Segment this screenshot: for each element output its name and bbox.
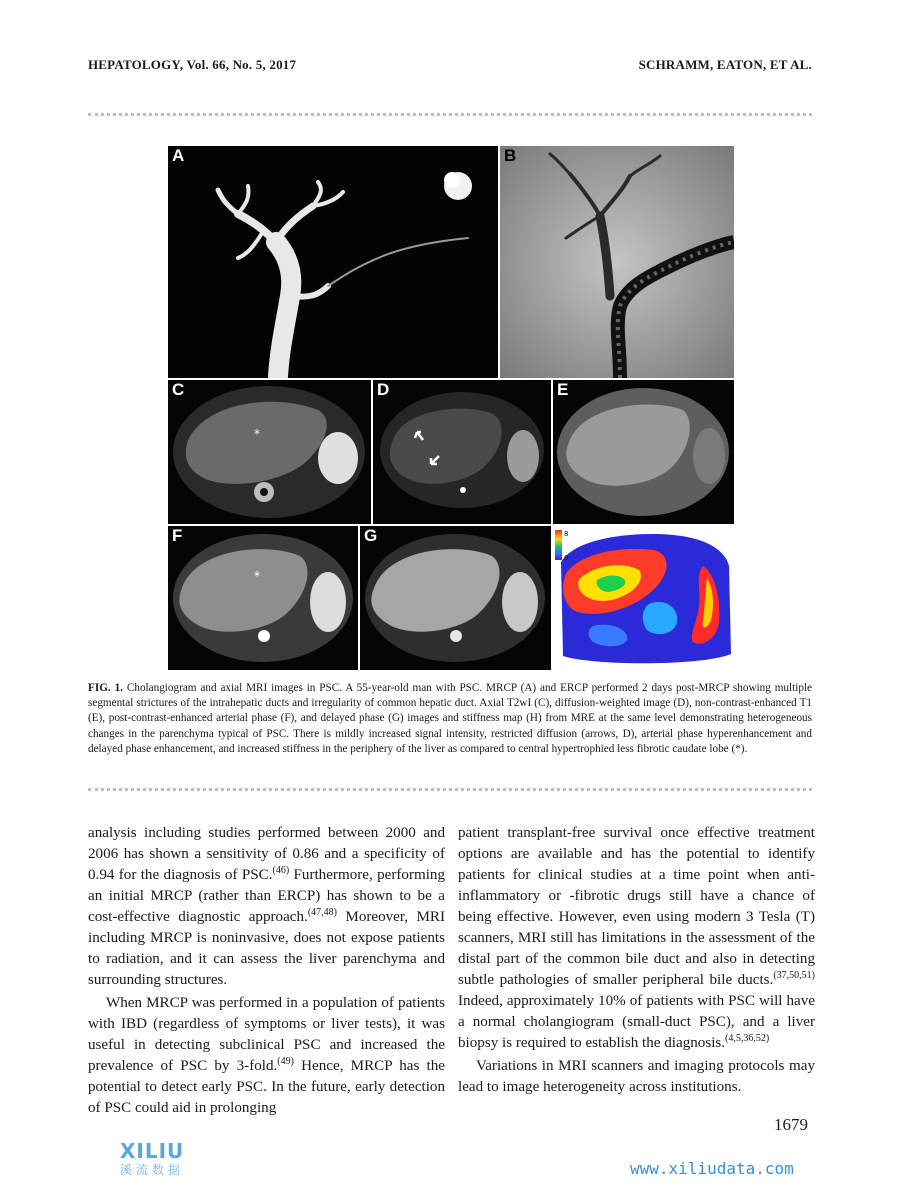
text-run: analysis including studies performed between 2000 and 2006 has shown a sensitivity of 0.86 and a specificity of 0.94 for the diagnosis of PSC. [88,825,445,883]
text-run: Indeed, approximately 10% of patients with PSC will have a normal cholangiogram (small-duct PSC), and a liver biopsy is required to establish the diagnosis. [458,993,815,1051]
citation: (46) [272,864,290,876]
t1-image [553,380,734,524]
svg-text:*: * [254,427,260,441]
body-column-left [88,823,445,1119]
text-run: Hence, MRCP has the potential to detect early PSC. In the future, early detection of PSC could aid in prolonging [88,1058,445,1116]
page-number: 1679 [774,1115,808,1134]
panel-b-ercp [500,146,734,378]
panel-label-h: H [569,526,582,545]
paragraph: Variations in MRI scanners and imaging protocols may lead to image heterogeneity across institutions. [458,1058,815,1095]
panel-label-d: D [377,380,390,399]
citation: (47,48) [307,906,337,918]
panel-label-f: F [172,526,183,545]
paragraph [88,823,445,991]
colorbar-min-label: 0 [564,554,569,562]
citation: (37,50,51) [773,969,815,981]
caption-text: Cholangiogram and axial MRI images in PSC. A 55-year-old man with PSC. MRCP (A) and ERCP performed 2 days post-MRCP showing multiple segmental strictures of the intrahepatic ducts and irregularity of common hepatic duct. Axial T2wI (C), diffusion-weighted image (D), non-contrast-enhanced T1 (E), post-contrast-enhanced arterial phase (F), and delayed phase (G) images and stiffness map (H) from MRE at the same level demonstrating heterogeneous changes in the parenchyma typical of PSC. There is mildly increased signal intensity, restricted diffusion (arrows, D), arterial phase hyperenhancement and delayed phase enhancement, and increased stiffness in the periphery of the liver as compared to central hypertrophied less fibrotic caudate lobe (*). [88,682,813,755]
panel-label-c: C [172,380,185,399]
text-run: Moreover, MRI including MRCP is noninvasive, does not expose patients to radiation, and it can assess the liver parenchyma and surrounding structures. [88,909,446,988]
running-header-authors: SCHRAMM, EATON, ET AL. [638,57,812,72]
logo-mark: XILIU [120,1139,185,1163]
panel-f-arterial [168,526,358,670]
panel-label-b: B [504,146,517,165]
arterial-image [168,526,358,670]
figure-caption [88,681,812,757]
dwi-image [373,380,551,524]
running-header-journal: HEPATOLOGY, Vol. 66, No. 5, 2017 [88,57,297,72]
paragraph [88,993,445,1119]
panel-label-a: A [172,146,185,165]
panel-label-e: E [557,380,569,399]
ercp-image [500,146,734,378]
mrcp-image [168,146,498,378]
header-divider [88,113,812,116]
panel-g-delayed [360,526,551,670]
stiffness-map-image [553,526,734,670]
caption-divider [88,788,812,791]
caption-label: FIG. 1. [88,682,123,694]
text-run: Furthermore, performing an initial MRCP (rather than ERCP) has shown to be a cost-effective diagnostic approach. [88,867,445,925]
watermark-logo [120,1139,210,1179]
colorbar-max-label: 8 [564,530,569,538]
svg-text:*: * [254,569,260,583]
text-run: When MRCP was performed in a population of patients with IBD (regardless of symptoms or liver tests), it was useful in detecting subclinical PSC and increased the prevalence of PSC by 3-fold. [88,995,445,1074]
delayed-image [360,526,551,670]
citation: (4,5,36,52) [725,1032,770,1044]
panel-h-stiffness-map [553,526,734,670]
watermark-url[interactable]: www.xiliudata.com [630,1159,794,1178]
t2wi-image [168,380,371,524]
text-run: patient transplant-free survival once effective treatment options are available and has the potential to identify patients for clinical studies at a time point when anti-inflammatory or -fibrotic drugs still have a chance of being effective. However, even using modern 3 Tesla (T) scanners, MRI still has limitations in the assessment of the distal part of the common bile duct and also in detecting subtle pathologies of smaller peripheral bile ducts. [458,825,815,988]
panel-a-mrcp [168,146,498,378]
panel-label-g: G [364,526,378,545]
panel-e-t1 [553,380,734,524]
panel-c-t2wi [168,380,371,524]
paragraph [458,823,815,1054]
citation: (49) [277,1055,294,1067]
figure-1 [168,146,734,670]
body-column-right [458,823,815,1098]
logo-subtitle: 溪流数据 [120,1163,185,1177]
panel-d-dwi [373,380,551,524]
